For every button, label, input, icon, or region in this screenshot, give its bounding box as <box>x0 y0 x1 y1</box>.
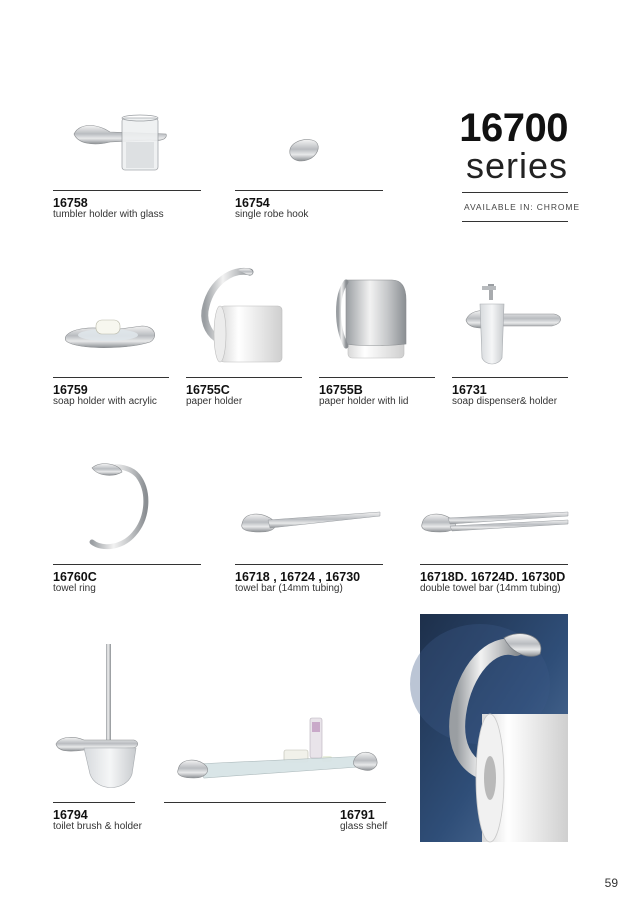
robe-hook-image <box>286 136 322 166</box>
product-desc-16755c: paper holder <box>186 396 243 407</box>
divider-16760c <box>53 564 201 565</box>
double-towel-bar-image <box>420 506 568 536</box>
series-word: series <box>465 145 568 186</box>
product-desc-16718d: double towel bar (14mm tubing) <box>420 583 561 594</box>
divider-16791 <box>164 802 386 803</box>
soap-dispenser-image <box>462 284 566 368</box>
divider-16718 <box>235 564 383 565</box>
divider-16755b <box>319 377 435 378</box>
divider-16754 <box>235 190 383 191</box>
product-desc-16754: single robe hook <box>235 209 309 220</box>
divider-16759 <box>53 377 169 378</box>
product-code-16760c: 16760C <box>53 570 97 584</box>
product-desc-16759: soap holder with acrylic <box>53 396 157 407</box>
product-code-16794: 16794 <box>53 808 88 822</box>
product-desc-16731: soap dispenser& holder <box>452 396 558 407</box>
series-number: 16700 <box>459 106 568 150</box>
product-desc-16755b: paper holder with lid <box>319 396 409 407</box>
product-desc-16760c: towel ring <box>53 583 96 594</box>
glass-shelf-image <box>176 716 378 784</box>
product-desc-16758: tumbler holder with glass <box>53 209 164 220</box>
soap-holder-image <box>62 308 158 352</box>
series-divider-bottom <box>462 221 568 222</box>
divider-16758 <box>53 190 201 191</box>
divider-16794 <box>53 802 135 803</box>
divider-16755c <box>186 377 302 378</box>
product-desc-16791: glass shelf <box>340 821 388 832</box>
product-code-16755b: 16755B <box>319 383 363 397</box>
towel-ring-image <box>80 462 160 554</box>
divider-16731 <box>452 377 568 378</box>
product-code-16731: 16731 <box>452 383 487 397</box>
product-code-16754: 16754 <box>235 196 270 210</box>
lifestyle-photo-paper-holder <box>420 614 568 842</box>
paper-holder-lid-image <box>332 276 408 364</box>
product-code-16718: 16718 , 16724 , 16730 <box>235 570 361 584</box>
toilet-brush-image <box>54 644 140 796</box>
availability-label: AVAILABLE IN: CHROME <box>464 202 580 212</box>
series-divider-top <box>462 192 568 193</box>
tumbler-holder-image <box>70 112 170 176</box>
paper-holder-image <box>198 266 288 370</box>
page-number: 59 <box>604 876 618 890</box>
towel-bar-image <box>240 506 382 536</box>
product-desc-16794: toilet brush & holder <box>53 821 142 832</box>
product-code-16791: 16791 <box>340 808 375 822</box>
product-code-16755c: 16755C <box>186 383 230 397</box>
divider-16718d <box>420 564 568 565</box>
product-code-16758: 16758 <box>53 196 88 210</box>
product-desc-16718: towel bar (14mm tubing) <box>235 583 343 594</box>
product-code-16759: 16759 <box>53 383 88 397</box>
product-code-16718d: 16718D. 16724D. 16730D <box>420 570 566 584</box>
